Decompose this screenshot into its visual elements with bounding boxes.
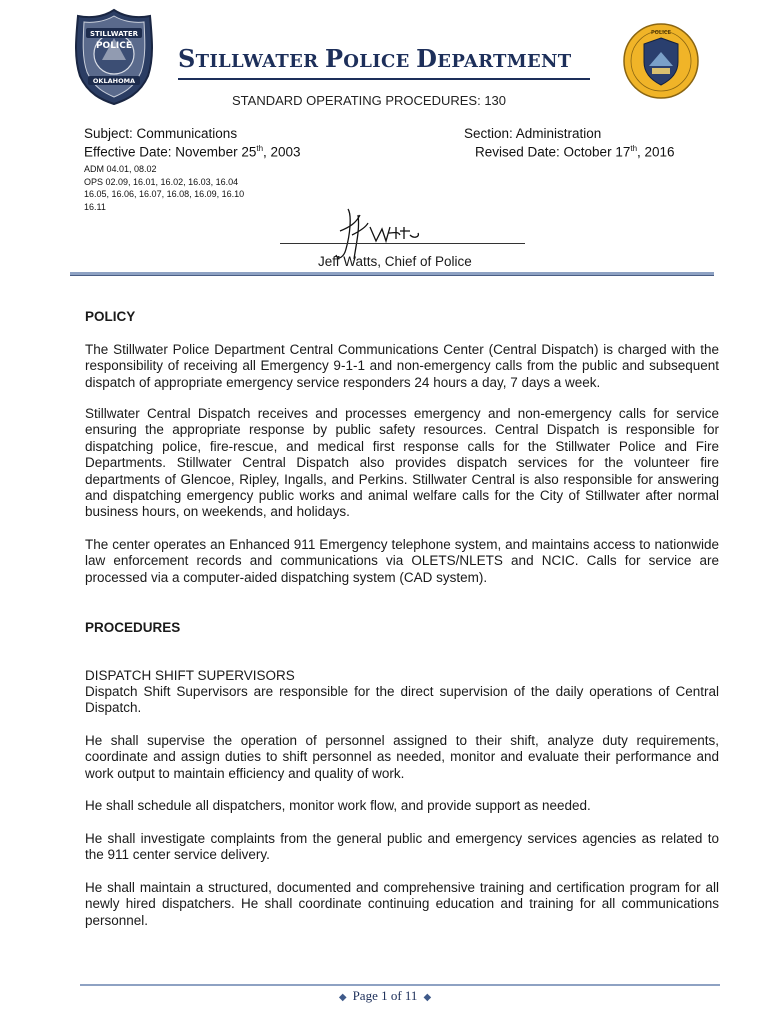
badge-text-bottom: OKLAHOMA bbox=[92, 77, 136, 85]
signature-line bbox=[280, 243, 525, 244]
reference-list bbox=[84, 163, 244, 213]
title-underline bbox=[178, 78, 590, 80]
badge-text-top: STILLWATER bbox=[89, 30, 139, 38]
reference-line: 16.05, 16.06, 16.07, 16.08, 16.09, 16.10 bbox=[84, 189, 245, 199]
policy-heading: POLICY bbox=[85, 309, 136, 324]
police-badge-logo bbox=[72, 8, 156, 106]
sop-title: STANDARD OPERATING PROCEDURES: 130 bbox=[232, 93, 507, 108]
supervisors-paragraph-4: He shall investigate complaints from the general public and emergency services agencies as related to the 911 center service delivery. bbox=[85, 831, 719, 863]
diamond-icon: ◆ bbox=[338, 992, 347, 1003]
policy-paragraph-1: The Stillwater Police Department Central Communications Center (Central Dispatch) is charged with the responsibility of receiving all Emergency 9-1-1 and non-emergency calls from the public and subsequent dispatch of appropriate emergency service responders 24 hours a day, 7 days a week. bbox=[85, 342, 719, 390]
header-divider bbox=[70, 272, 714, 276]
supervisors-paragraph-3: He shall schedule all dispatchers, monitor work flow, and provide support as needed. bbox=[85, 798, 591, 813]
seal-text: POLICE bbox=[650, 30, 672, 36]
revised-date: Revised Date: October 17th, 2016 bbox=[475, 144, 675, 160]
reference-line: ADM 04.01, 08.02 bbox=[84, 164, 157, 174]
page-number: ◆ Page 1 of 11 ◆ bbox=[0, 988, 770, 1004]
diamond-icon: ◆ bbox=[423, 992, 432, 1003]
footer-divider bbox=[80, 984, 720, 986]
supervisors-paragraph-2: He shall supervise the operation of personnel assigned to their shift, analyze duty requirements, coordinate and assign duties to shift personnel as needed, monitor and evaluate their performance and work output to maintain efficiency and quality of work. bbox=[85, 733, 719, 781]
police-seal-logo bbox=[622, 22, 700, 100]
supervisors-paragraph-1: Dispatch Shift Supervisors are responsible for the direct supervision of the daily operations of Central Dispatch. bbox=[85, 684, 719, 716]
reference-line: OPS 02.09, 16.01, 16.02, 16.03, 16.04 bbox=[84, 176, 239, 187]
badge-text-mid: POLICE bbox=[95, 41, 133, 51]
supervisors-heading: DISPATCH SHIFT SUPERVISORS bbox=[85, 668, 295, 683]
procedures-heading: PROCEDURES bbox=[85, 620, 181, 635]
department-title: STILLWATER POLICE DEPARTMENT bbox=[178, 44, 572, 73]
signer-name: Jeff Watts, Chief of Police bbox=[318, 254, 472, 269]
subject: Subject: Communications bbox=[84, 126, 238, 141]
effective-date: Effective Date: November 25th, 2003 bbox=[84, 144, 301, 160]
section: Section: Administration bbox=[464, 126, 602, 141]
policy-paragraph-3: The center operates an Enhanced 911 Emergency telephone system, and maintains access to nationwide law enforcement records and communications via OLETS/NLETS and NCIC. Calls for service are processed via a computer-aided dispatching system (CAD system). bbox=[85, 537, 719, 585]
reference-line: 16.11 bbox=[84, 201, 106, 212]
supervisors-paragraph-5: He shall maintain a structured, documented and comprehensive training and certification program for all newly hired dispatchers. He shall coordinate continuing education and training for all communications personnel. bbox=[85, 880, 719, 928]
policy-paragraph-2: Stillwater Central Dispatch receives and processes emergency and non-emergency calls for service ensuring the appropriate response by public safety resources. Central Dispatch is responsible for dispatching police, fire-rescue, and medical first response calls for the Stillwater Police and Fire Departments. Stillwater Central Dispatch also provides dispatch services for the volunteer fire departments of Glencoe, Ripley, Ingalls, and Perkins. Stillwater Central is also responsible for answering and dispatching emergency public works and animal welfare calls for the City of Stillwater after normal business hours, on weekends, and holidays. bbox=[85, 406, 719, 520]
